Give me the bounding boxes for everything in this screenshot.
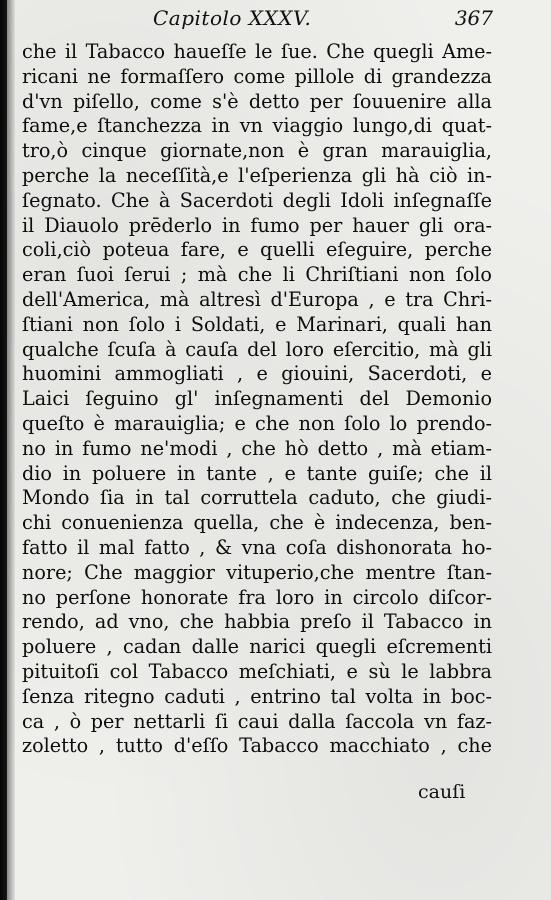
text-line: coli,ciò poteua fare, e quelli eſeguire, perche: [22, 238, 492, 262]
text-line: dio in poluere in tante , e tante guiſe; che il: [22, 461, 492, 485]
text-line: Mondo ſia in tal corruttela caduto, che giudi-: [22, 486, 492, 510]
page-text: [22, 40, 492, 759]
text-line: pituitoſi col Tabacco meſchiati, e sù le labbra: [22, 659, 492, 683]
text-line: d'vn piſello, come s'è detto per ſouuenire alla: [22, 89, 492, 113]
gutter-shadow: [0, 0, 15, 900]
text-line: qualche ſcuſa à cauſa del loro eſercitio, mà gli: [22, 337, 492, 361]
text-line: no perſone honorate fra loro in circolo diſcor-: [22, 585, 492, 609]
text-line: dell'America, mà altresì d'Europa , e tra Chri-: [22, 287, 492, 311]
text-line: ſegnato. Che à Sacerdoti degli Idoli inſegnaſſe: [22, 188, 492, 212]
text-line: perche la neceſſità,e l'eſperienza gli hà ciò in-: [22, 163, 492, 187]
text-line: ſenza ritegno caduti , entrino tal volta in boc-: [22, 684, 492, 708]
catchword: cauſi: [418, 781, 466, 803]
running-head: Capitolo XXXV.: [153, 6, 312, 30]
text-line: chi conuenienza quella, che è indecenza, ben-: [22, 511, 492, 535]
text-line: rendo, ad vno, che habbia preſo il Tabacco in: [22, 610, 492, 634]
text-line: ca , ò per nettarli ſi caui dalla ſaccola vn faz-: [22, 709, 492, 733]
text-line: eran ſuoi ſerui ; mà che li Chriſtiani non ſolo: [22, 263, 492, 287]
text-line: zoletto , tutto d'eſſo Tabacco macchiato , che: [22, 734, 492, 758]
text-line: huomini ammogliati , e giouini, Sacerdoti, e: [22, 362, 492, 386]
text-line: queſto è marauiglia; e che non ſolo lo prendo-: [22, 411, 492, 435]
text-line: ricani ne formaſſero come pillole di grandezza: [22, 64, 492, 88]
text-line: tro,ò cinque giornate,non è gran marauiglia,: [22, 139, 492, 163]
page-number: 367: [454, 6, 493, 30]
text-line: nore; Che maggior vituperio,che mentre ſtan-: [22, 560, 492, 584]
text-line: che il Tabacco haueſſe le ſue. Che quegli Ame-: [22, 40, 492, 63]
text-line: fatto il mal fatto , & vna coſa dishonorata ho-: [22, 535, 492, 559]
text-line: no in fumo ne'modi , che hò detto , mà etiam-: [22, 436, 492, 460]
text-line: il Diauolo prēderlo in fumo per hauer gli ora-: [22, 213, 492, 237]
text-line: ſtiani non ſolo i Soldati, e Marinari, quali han: [22, 312, 492, 336]
text-line: poluere , cadan dalle narici quegli eſcrementi: [22, 635, 492, 659]
text-line: Laici ſeguino gl' inſegnamenti del Demonio: [22, 387, 492, 411]
text-line: fame,e ſtanchezza in vn viaggio lungo,di quat-: [22, 114, 492, 138]
